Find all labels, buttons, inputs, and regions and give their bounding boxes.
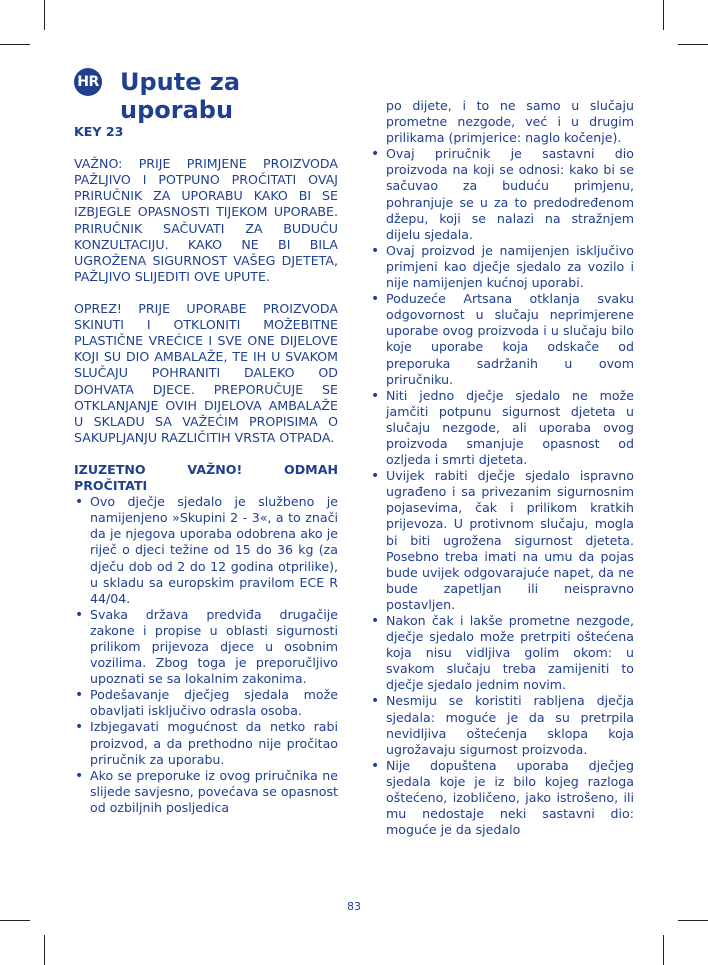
warning-caution: OPREZ! PRIJE UPORABE PROIZVODA SKINUTI I OTKLONITI MOŽEBITNE PLASTIČNE VREĆICE I SVE ONE DIJELOVE KOJI SU DIO AMBALAŽE, TE IH U SVAKOM SLUČAJU POHRANITI DALEKO OD DOHVATA DJECE. PREPORUČUJE SE OTKLANJANJE OVIH DIJELOVA AMBALAŽE U SKLADU SA VAŽEĆIM PROPISIMA O SAKUPLJANJU RAZLIČITIH VRSTA OTPADA.	[74, 301, 338, 445]
list-item: • Nakon čak i lakše prometne nezgode, dječje sjedalo može pretrpiti oštećena koja nisu vidljiva golim okom: u svakom slučaju treba zamijeniti to dječje sjedalo jednim novim.	[370, 613, 634, 693]
crop-mark	[44, 935, 45, 965]
list-item: • Ovaj priručnik je sastavni dio proizvoda na koji se odnosi: kako bi se sačuvao za buduću primjenu, pohranjuje se u za to predodređenom džepu, koji se nalazi na stražnjem dijelu sjedala.	[370, 146, 634, 243]
crop-mark	[44, 0, 45, 30]
list-item: • Ovaj proizvod je namijenjen isključivo primjeni kao dječje sjedalo za vozilo i nije namijenjen kućnoj uporabi.	[370, 243, 634, 291]
page-number: 83	[347, 900, 361, 913]
model-name: KEY 23	[74, 124, 124, 139]
list-item: • Uvijek rabiti dječje sjedalo ispravno ugrađeno i sa privezanim sigurnosnim pojasevima, čak i prilikom kratkih prijevoza. U protivnom slučaju, mogla bi biti ugrožena sigurnost djeteta. Posebno treba imati na umu da pojas bude uvijek odgovarajuće napet, da ne bude zapetljan ili neispravno postavljen.	[370, 468, 634, 613]
crop-mark	[678, 44, 708, 45]
list-item: • Nesmiju se koristiti rabljena dječja sjedala: moguće je da su pretrpila nevidljiva oštećenja sklopa koja ugrožavaju sigurnost proizvoda.	[370, 693, 634, 757]
crop-mark	[663, 935, 664, 965]
list-item: • Izbjegavati mogućnost da netko rabi proizvod, a da prethodno nije pročitao priručnik za uporabu.	[74, 719, 338, 767]
list-item: • Svaka država predviđa drugačije zakone i propise u oblasti sigurnosti prilikom prijevoza djece u osobnim vozilima. Zbog toga je preporučljivo upoznati se sa lokalnim zakonima.	[74, 607, 338, 687]
crop-mark	[663, 0, 664, 30]
left-column	[74, 124, 338, 816]
instruction-list	[74, 494, 338, 816]
section-heading: IZUZETNO VAŽNO! ODMAH PROČITATI	[74, 461, 338, 494]
page-title: Upute za uporabu	[120, 68, 241, 124]
crop-mark	[0, 44, 30, 45]
continued-text: po dijete, i to ne samo u slučaju prometne nezgode, već i u drugim prilikama (primjerice: naglo kočenje).	[386, 98, 634, 146]
list-item: • Niti jedno dječje sjedalo ne može jamčiti potpunu sigurnost djeteta u slučaju nezgode, ali uporaba ovog proizvoda smanjuje opasnost od ozljeda i smrti djeteta.	[370, 388, 634, 468]
list-item: • Ako se preporuke iz ovog priručnika ne slijede savjesno, povećava se opasnost od ozbiljnih posljedica	[74, 768, 338, 816]
list-item: • Podešavanje dječjeg sjedala može obavljati isključivo odrasla osoba.	[74, 687, 338, 719]
crop-mark	[678, 920, 708, 921]
list-item: • Ovo dječje sjedalo je službeno je namijenjeno »Skupini 2 - 3«, a to znači da je njegova uporaba odobrena ako je riječ o djeci težine od 15 do 36 kg (za dječu dob od 2 do 12 godina otprilike), u skladu sa europskim pravilom ECE R 44/04.	[74, 494, 338, 607]
list-item: • Poduzeće Artsana otklanja svaku odgovornost u slučaju neprimjerene uporabe ovog proizvoda i u slučaju bilo koje uporabe koja odskače od preporuka sadržanih u ovom priručniku.	[370, 291, 634, 388]
warning-important: VAŽNO: PRIJE PRIMJENE PROIZVODA PAŽLJIVO I POTPUNO PROČITATI OVAJ PRIRUČNIK ZA UPORABU KAKO BI SE IZBJEGLE OPASNOSTI TIJEKOM UPORABE. PRIRUČNIK SAČUVATI ZA BUDUĆU KONZULTACIJU. KAKO NE BI BILA UGROŽENA SIGURNOST VAŠEG DJETETA, PAŽLJIVO SLIJEDITI OVE UPUTE.	[74, 156, 338, 284]
instruction-list	[370, 146, 634, 838]
list-item: • Nije dopuštena uporaba dječjeg sjedala koje je iz bilo kojeg razloga oštećeno, izobličeno, jako istrošeno, ili mu nedostaje neki sastavni dio: moguće je da sjedalo	[370, 758, 634, 838]
crop-mark	[0, 920, 30, 921]
language-badge: HR	[74, 68, 102, 96]
right-column	[370, 98, 634, 838]
